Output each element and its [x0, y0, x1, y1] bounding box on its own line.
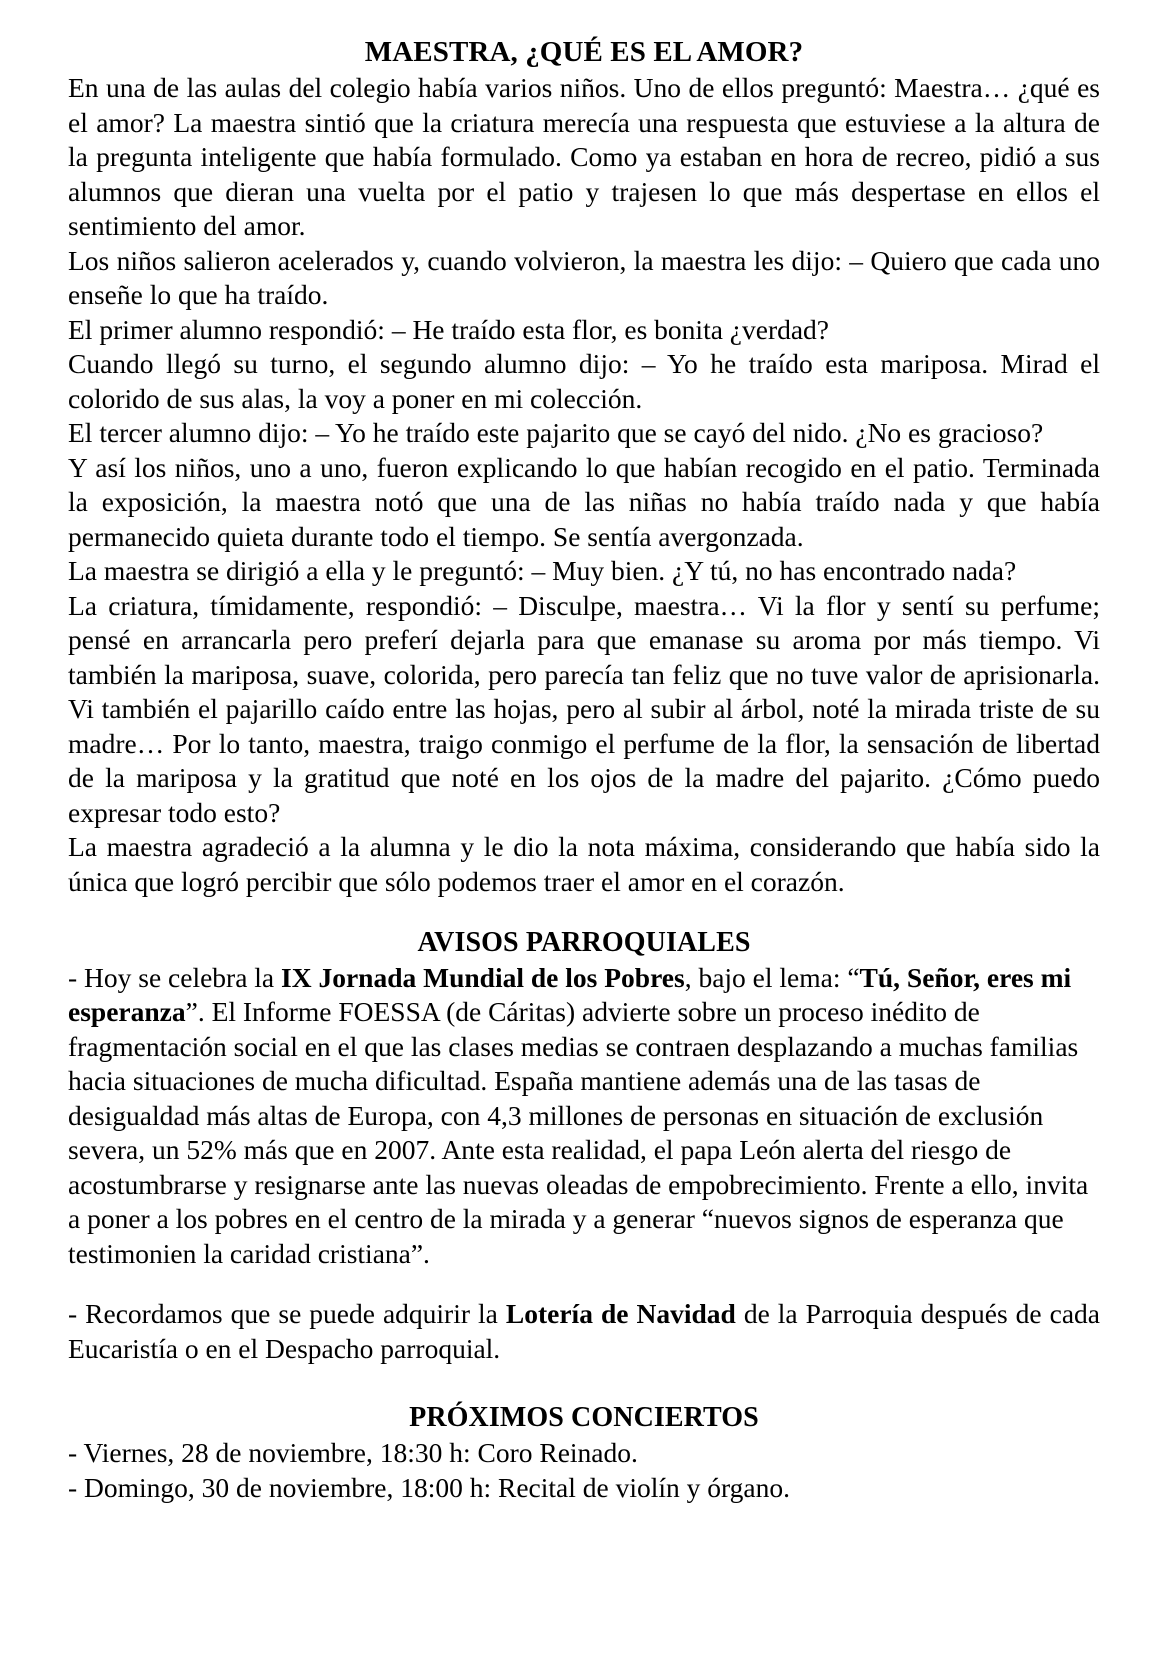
story-paragraph: Y así los niños, uno a uno, fueron explicando lo que habían recogido en el patio. Terminada la exposición, la maestra notó que una de las niñas no había traído nada y que había permanecido quieta durante todo el tiempo. Se sentía avergonzada.: [68, 451, 1100, 552]
story-paragraph: El tercer alumno dijo: – Yo he traído este pajarito que se cayó del nido. ¿No es gracioso?: [68, 417, 1044, 449]
avisos-heading: AVISOS PARROQUIALES: [417, 927, 751, 959]
story-paragraph: Los niños salieron acelerados y, cuando volvieron, la maestra les dijo: – Quiero que cada uno enseñe lo que ha traído.: [68, 244, 1100, 311]
story-paragraph: La maestra se dirigió a ella y le preguntó: – Muy bien. ¿Y tú, no has encontrado nada?: [68, 555, 1017, 587]
concierto-item: - Viernes, 28 de noviembre, 18:30 h: Coro Reinado.: [68, 1437, 638, 1469]
concierto-item: - Domingo, 30 de noviembre, 18:00 h: Recital de violín y órgano.: [68, 1471, 791, 1503]
story-paragraph: La maestra agradeció a la alumna y le dio la nota máxima, considerando que había sido la única que logró percibir que sólo podemos traer el amor en el corazón.: [68, 831, 1100, 897]
story-paragraph: En una de las aulas del colegio había varios niños. Uno de ellos preguntó: Maestra… ¿qué es el amor? La maestra sintió que la criatura merecía una respuesta que estuviese a la altura de la pregunta inteligente que había formulado. Como ya estaban en hora de recreo, pidió a sus alumnos que dieran una vuelta por el patio y trajesen lo que más despertase en ellos el sentimiento del amor.: [68, 72, 1100, 242]
aviso-lead-text: - Hoy se celebra la: [68, 961, 282, 993]
conciertos-heading: PRÓXIMOS CONCIERTOS: [409, 1402, 759, 1434]
aviso-bold-jornada: IX Jornada Mundial de los Pobres: [281, 961, 685, 993]
story-paragraph: El primer alumno respondió: – He traído esta flor, es bonita ¿verdad?: [68, 313, 830, 345]
story-paragraph: La criatura, tímidamente, respondió: – Disculpe, maestra… Vi la flor y sentí su perfume; pensé en arrancarla pero preferí dejarla para que emanase su aroma por más tiempo. Vi también la mariposa, suave, colorida, pero parecía tan feliz que no tuve valor de aprisionarla. Vi también el pajarillo caído entre las hojas, pero al subir al árbol, noté la mirada triste de su madre… Por lo tanto, maestra, traigo conmigo el perfume de la flor, la sensación de libertad de la mariposa y la gratitud que noté en los ojos de la madre del pajarito. ¿Cómo puedo expresar todo esto?: [68, 589, 1100, 828]
loteria-bold-label: Lotería de Navidad: [505, 1298, 736, 1330]
aviso-spacer: [68, 1271, 1100, 1297]
story-body: [68, 71, 1100, 899]
loteria-rest-text: de la Parroquia después de cada Eucaristía o en el Despacho parroquial.: [68, 1298, 1100, 1364]
loteria-lead-text: - Recordamos que se puede adquirir la: [68, 1298, 506, 1330]
aviso-mid-text: , bajo el lema: “: [684, 961, 860, 993]
aviso-bold-lema: Tú, Señor, eres mi esperanza: [68, 961, 1072, 1028]
aviso-loteria-navidad: [68, 1297, 1100, 1366]
conciertos-spacer: [68, 1366, 1100, 1400]
aviso-rest-text: ”. El Informe FOESSA (de Cáritas) advierte sobre un proceso inédito de fragmentación social en el que las clases medias se contraen desplazando a muchas familias hacia situaciones de mucha dificultad. España mantiene además una de las tasas de desigualdad más altas de Europa, con 4,3 millones de personas en situación de exclusión severa, un 52% más que en 2007. Ante esta realidad, el papa León alerta del riesgo de acostumbrarse y resignarse ante las nuevas oleadas de empobrecimiento. Frente a ello, invita a poner a los pobres en el centro de la mirada y a generar “nuevos signos de esperanza que testimonien la caridad cristiana”.: [68, 996, 1089, 1269]
story-paragraph: Cuando llegó su turno, el segundo alumno dijo: – Yo he traído esta mariposa. Mirad el colorido de sus alas, la voy a poner en mi colección.: [68, 348, 1100, 414]
section-spacer: [68, 899, 1100, 925]
aviso-jornada-pobres: [68, 961, 1100, 1272]
page-title: MAESTRA, ¿QUÉ ES EL AMOR?: [364, 36, 804, 68]
